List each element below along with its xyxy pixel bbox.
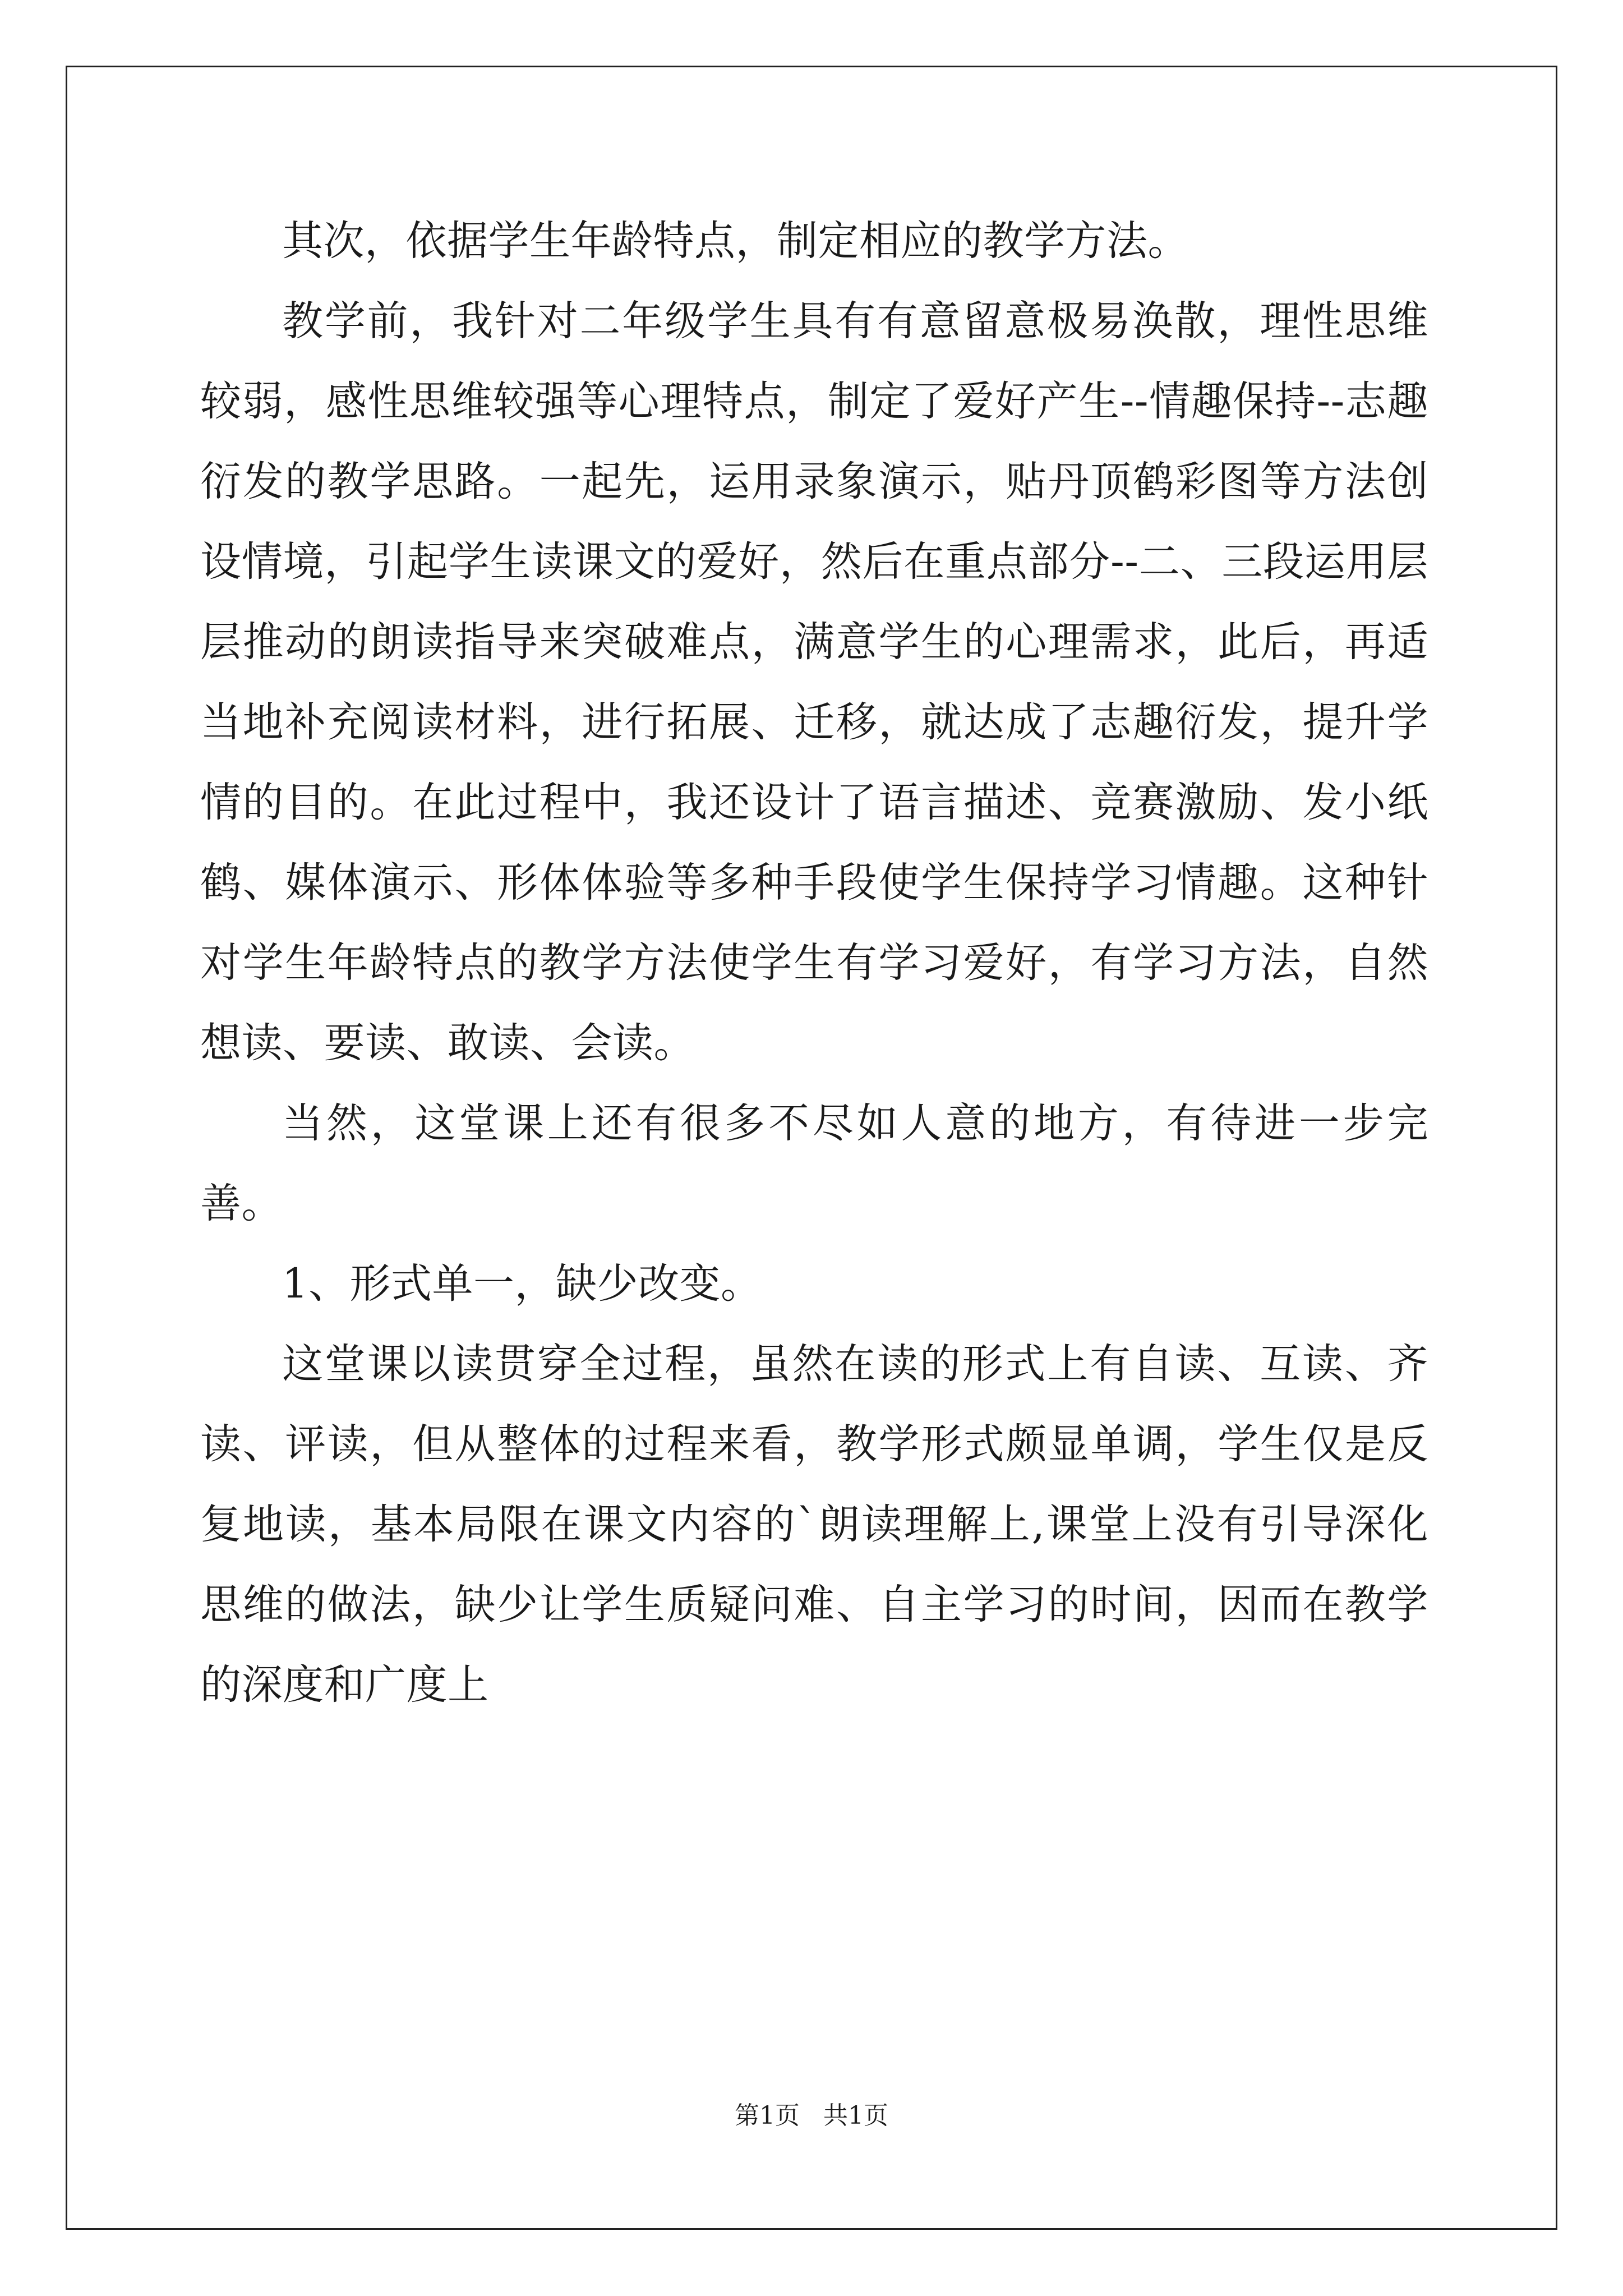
paragraph: 其次，依据学生年龄特点，制定相应的教学方法。 [282,217,1189,265]
paragraph: 教学前，我针对二年级学生具有有意留意极易涣散，理性思维较弱，感性思维较强等心理特点，制定了爱好产生--情趣保持--志趣衍发的教学思路。一起先，运用录象演示，贴丹顶鹤彩图等方法创设情境，引起学生读课文的爱好，然后在重点部分--二、三段运用层层推动的朗读指导来突破难点，满意学生的心理需求，此后，再适当地补充阅读材料，进行拓展、迁移，就达成了志趣衍发，提升学情的目的。在此过程中，我还设计了语言描述、竞赛激励、发小纸鹤、媒体演示、形体体验等多种手段使学生保持学习情趣。这种针对学生年龄特点的教学方法使学生有学习爱好，有学习方法，自然想读、要读、敢读、会读。 [200,297,1428,1067]
document-body [200,201,1428,1725]
page-footer: 第1页 共1页 [735,2101,888,2130]
paragraph: 这堂课以读贯穿全过程，虽然在读的形式上有自读、互读、齐读、评读，但从整体的过程来看，教学形式颇显单调，学生仅是反复地读，基本局限在课文内容的`朗读理解上,课堂上没有引导深化思维的做法，缺少让学生质疑问难、自主学习的时间，因而在教学的深度和广度上 [200,1340,1428,1709]
paragraph: 当然，这堂课上还有很多不尽如人意的地方，有待进一步完善。 [200,1099,1428,1227]
paragraph: 1、形式单一，缺少改变。 [282,1260,762,1308]
